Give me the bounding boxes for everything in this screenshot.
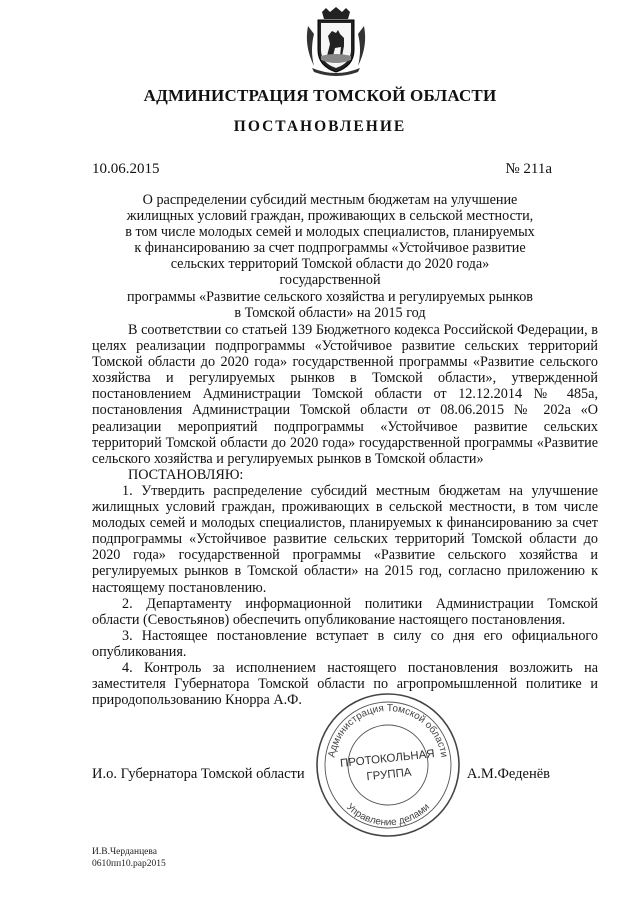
- resolution-item-1: 1. Утвердить распределение субсидий местным бюджетам на улучшение жилищных условий граждан, проживающих в сельской местности, в том числе молодых семей и молодых специалистов, планируемых к финансированию за счет подпрограммы «Устойчивое развитие сельских территорий Томской области до 2020 года» государственной программы «Развитие сельского хозяйства и регулируемых рынков в Томской области» на 2015 год, согласно приложению к настоящему постановлению.: [92, 482, 598, 596]
- resolution-item-2: 2. Департаменту информационной политики Администрации Томской области (Севостьянов) обеспечить опубликование настоящего постановления.: [92, 595, 598, 628]
- subject-line: в Томской области» на 2015 год: [234, 304, 426, 321]
- subject-line: О распределении субсидий местным бюджетам на улучшение: [142, 192, 518, 208]
- subject-line: программы «Развитие сельского хозяйства и регулируемых рынков: [127, 288, 533, 305]
- resolution-item-3: 3. Настоящее постановление вступает в силу со дня его официального опубликования.: [92, 627, 598, 660]
- preamble-paragraph: В соответствии со статьей 139 Бюджетного кодекса Российской Федерации, в целях реализации подпрограммы «Устойчивое развитие сельских территорий Томской области до 2020 года» государственной программы «Развитие сельского хозяйства и регулируемых рынков в Томской области», утвержденной постановлением Администрации Томской области от 12.12.2014 № 485а, постановления Администрации Томской области от 08.06.2015 № 202а «О реализации мероприятий подпрограммы «Устойчивое развитие сельских территорий Томской области до 2020 года» государственной программы «Развитие сельского хозяйства и регулируемых рынков в Томской области»: [92, 322, 598, 467]
- document-body: [92, 322, 598, 708]
- svg-text:Управление делами: [344, 802, 432, 829]
- subject-line: сельских территорий Томской области до 2020 года» государственной: [170, 256, 490, 289]
- executor-footer: [92, 846, 166, 870]
- subject-line: в том числе молодых семей и молодых специалистов, планируемых: [125, 224, 535, 241]
- resolution-item-4: 4. Контроль за исполнением настоящего постановления возложить на заместителя Губернатора Томской области по агропромышленной политике и природопользованию Кнорра А.Ф.: [92, 659, 598, 709]
- file-reference: 0610пп10.рар2015: [92, 859, 166, 869]
- resolve-heading: ПОСТАНОВЛЯЮ:: [128, 466, 244, 483]
- document-number: № 211а: [505, 161, 552, 177]
- coat-of-arms-icon: [300, 6, 372, 78]
- stamp-center-line1: ПРОТОКОЛЬНАЯ: [339, 748, 436, 770]
- document-type: ПОСТАНОВЛЕНИЕ: [233, 118, 407, 135]
- document-date: 10.06.2015: [92, 161, 160, 177]
- signatory-position: И.о. Губернатора Томской области: [92, 766, 305, 782]
- stamp-center-line2: ГРУППА: [365, 766, 413, 784]
- stamp-ring-bottom: Управление делами: [344, 801, 432, 829]
- official-stamp: [313, 690, 463, 840]
- organization-title: АДМИНИСТРАЦИЯ ТОМСКОЙ ОБЛАСТИ: [143, 86, 497, 105]
- subject-line: к финансированию за счет подпрограммы «Устойчивое развитие: [134, 240, 526, 257]
- signatory-name: А.М.Феденёв: [466, 766, 550, 782]
- executor-name: И.В.Черданцева: [92, 847, 157, 857]
- subject-line: жилищных условий граждан, проживающих в сельской местности,: [126, 208, 534, 225]
- document-subject: [120, 192, 540, 321]
- stamp-ring-top: Администрация Томской области: [326, 702, 450, 759]
